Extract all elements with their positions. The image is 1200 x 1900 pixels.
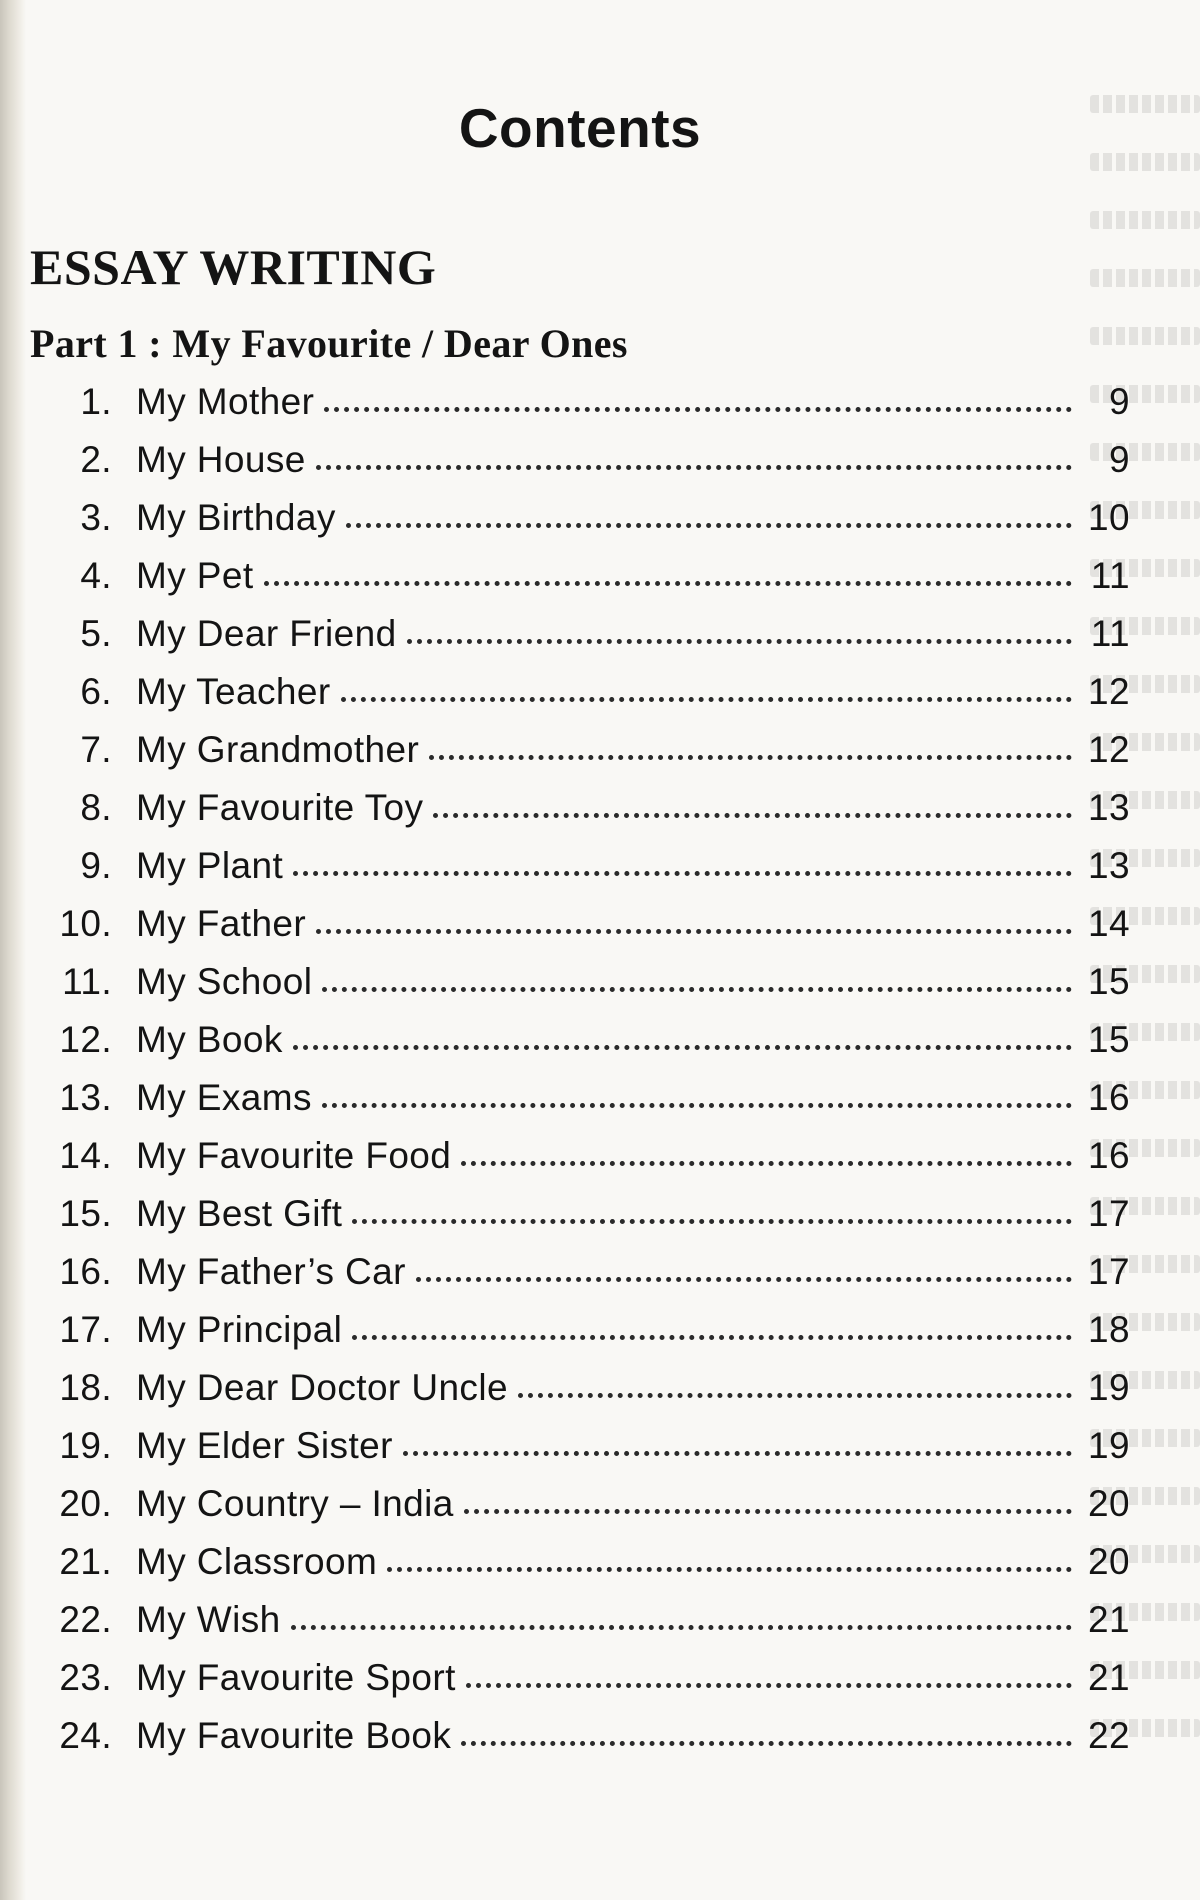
toc-entry-number: 17.: [59, 1309, 112, 1350]
toc-entry: [50, 729, 1130, 787]
page-title: Contents: [458, 97, 702, 159]
toc-entry-number: 12.: [59, 1019, 112, 1060]
toc-entry-page-number: 19: [1088, 1425, 1130, 1466]
toc-entry-page-number: 21: [1088, 1657, 1130, 1698]
toc-entry-page-number: 17: [1088, 1251, 1130, 1292]
dot-leader: [466, 1679, 1072, 1688]
toc-entry-title: My Grandmother: [136, 729, 420, 770]
toc-entry: [50, 961, 1130, 1019]
section-title: ESSAY WRITING: [30, 239, 437, 295]
dot-leader: [352, 1215, 1072, 1224]
toc-entry-page-number: 11: [1090, 613, 1130, 654]
toc-entry-number: 3.: [80, 497, 112, 538]
toc-entry-title: My Favourite Book: [136, 1715, 452, 1756]
dot-leader: [464, 1505, 1072, 1514]
dot-leader: [407, 635, 1072, 644]
toc-entry: [50, 439, 1130, 497]
toc-entry-page-number: 22: [1088, 1715, 1130, 1756]
dot-leader: [518, 1389, 1072, 1398]
toc-entry-title: My School: [136, 961, 313, 1002]
toc-entry-title: My Classroom: [136, 1541, 378, 1582]
toc-entry-title: My Favourite Toy: [136, 787, 424, 828]
toc-entry-page-number: 20: [1088, 1541, 1130, 1582]
toc-entry-number: 22.: [59, 1599, 112, 1640]
toc-entry-number: 8.: [80, 787, 112, 828]
toc-entry-page-number: 13: [1088, 787, 1130, 828]
toc-entry-page-number: 19: [1088, 1367, 1130, 1408]
toc-entry-page-number: 16: [1088, 1077, 1130, 1118]
toc-entry-title: My Wish: [136, 1599, 281, 1640]
dot-leader: [403, 1447, 1072, 1456]
toc-entry-number: 5.: [80, 613, 112, 654]
toc-entry: [50, 1193, 1130, 1251]
toc-entry-title: My Plant: [136, 845, 284, 886]
toc-entry-number: 14.: [59, 1135, 112, 1176]
toc-entry-page-number: 20: [1088, 1483, 1130, 1524]
toc-entry-number: 9.: [80, 845, 112, 886]
toc-entry-page-number: 17: [1088, 1193, 1130, 1234]
dot-leader: [291, 1621, 1072, 1630]
toc-entry-page-number: 16: [1088, 1135, 1130, 1176]
dot-leader: [293, 867, 1072, 876]
toc-entry: [50, 1657, 1130, 1715]
dot-leader: [461, 1737, 1072, 1746]
toc-entry: [50, 845, 1130, 903]
dot-leader: [264, 577, 1072, 586]
toc-entry-page-number: 15: [1088, 961, 1130, 1002]
dot-leader: [322, 983, 1072, 992]
toc-entry-number: 23.: [59, 1657, 112, 1698]
toc-entry-title: My Favourite Food: [136, 1135, 452, 1176]
toc-entry-title: My Exams: [136, 1077, 312, 1118]
page-binding-edge: [0, 0, 26, 1900]
dot-leader: [429, 751, 1072, 760]
toc-entry-number: 15.: [59, 1193, 112, 1234]
toc-entry: [50, 1367, 1130, 1425]
dot-leader: [341, 693, 1072, 702]
toc-entry: [50, 1715, 1130, 1773]
toc-entry: [50, 1483, 1130, 1541]
toc-entry-page-number: 14: [1088, 903, 1130, 944]
toc-entry: [50, 1135, 1130, 1193]
toc-entry-title: My Principal: [136, 1309, 343, 1350]
toc-entry-number: 19.: [59, 1425, 112, 1466]
part-title: Part 1 : My Favourite / Dear Ones: [30, 321, 628, 366]
toc-entry-number: 1.: [80, 381, 112, 422]
toc-entry: [50, 1019, 1130, 1077]
toc-entry-page-number: 11: [1090, 555, 1130, 596]
toc-entry: [50, 381, 1130, 439]
dot-leader: [316, 925, 1072, 934]
dot-leader: [293, 1041, 1072, 1050]
toc-entry-number: 7.: [80, 729, 112, 770]
toc-entry: [50, 1425, 1130, 1483]
toc-entry-title: My Best Gift: [136, 1193, 343, 1234]
toc-entry-number: 20.: [59, 1483, 112, 1524]
toc-entry-title: My Country – India: [136, 1483, 454, 1524]
toc-entry-title: My Dear Doctor Uncle: [136, 1367, 508, 1408]
dot-leader: [387, 1563, 1072, 1572]
toc-entry-page-number: 18: [1088, 1309, 1130, 1350]
toc-entry-title: My Birthday: [136, 497, 336, 538]
toc-entry: [50, 1309, 1130, 1367]
toc-entry: [50, 1077, 1130, 1135]
toc-entry-title: My Mother: [136, 381, 315, 422]
toc-entry: [50, 903, 1130, 961]
toc-entry-number: 16.: [59, 1251, 112, 1292]
toc-entry-title: My Teacher: [136, 671, 331, 712]
toc-entry-page-number: 15: [1088, 1019, 1130, 1060]
toc-entry-number: 24.: [59, 1715, 112, 1756]
toc-entry-page-number: 9: [1109, 439, 1130, 480]
toc-entry-title: My Elder Sister: [136, 1425, 393, 1466]
toc-entry: [50, 1251, 1130, 1309]
toc-entry-page-number: 12: [1088, 729, 1130, 770]
toc-entry-number: 2.: [80, 439, 112, 480]
toc-entry: [50, 555, 1130, 613]
toc-entry-title: My Father: [136, 903, 307, 944]
toc-entry-page-number: 13: [1088, 845, 1130, 886]
toc-entry-title: My Favourite Sport: [136, 1657, 456, 1698]
toc-entry-title: My Pet: [136, 555, 254, 596]
toc-entry-number: 11.: [62, 961, 112, 1002]
toc-entry-title: My Dear Friend: [136, 613, 397, 654]
toc-entry-number: 21.: [59, 1541, 112, 1582]
dot-leader: [316, 461, 1072, 470]
toc-entry-title: My Book: [136, 1019, 283, 1060]
toc-entry-number: 4.: [80, 555, 112, 596]
toc-entry-title: My House: [136, 439, 306, 480]
dot-leader: [324, 403, 1072, 412]
dot-leader: [346, 519, 1072, 528]
toc-entry-page-number: 12: [1088, 671, 1130, 712]
dot-leader: [433, 809, 1072, 818]
toc-entry: [50, 497, 1130, 555]
toc-entry: [50, 671, 1130, 729]
toc-entry: [50, 613, 1130, 671]
toc-entry: [50, 1541, 1130, 1599]
toc-entry-number: 18.: [59, 1367, 112, 1408]
dot-leader: [461, 1157, 1072, 1166]
table-of-contents-list: [50, 381, 1130, 1773]
toc-entry-page-number: 21: [1088, 1599, 1130, 1640]
toc-entry-title: My Father’s Car: [136, 1251, 406, 1292]
toc-entry: [50, 787, 1130, 845]
dot-leader: [416, 1273, 1072, 1282]
toc-entry-page-number: 10: [1088, 497, 1130, 538]
dot-leader: [322, 1099, 1072, 1108]
toc-entry-page-number: 9: [1109, 381, 1130, 422]
toc-entry-number: 6.: [80, 671, 112, 712]
dot-leader: [352, 1331, 1072, 1340]
toc-entry-number: 13.: [59, 1077, 112, 1118]
toc-entry: [50, 1599, 1130, 1657]
toc-entry-number: 10.: [59, 903, 112, 944]
